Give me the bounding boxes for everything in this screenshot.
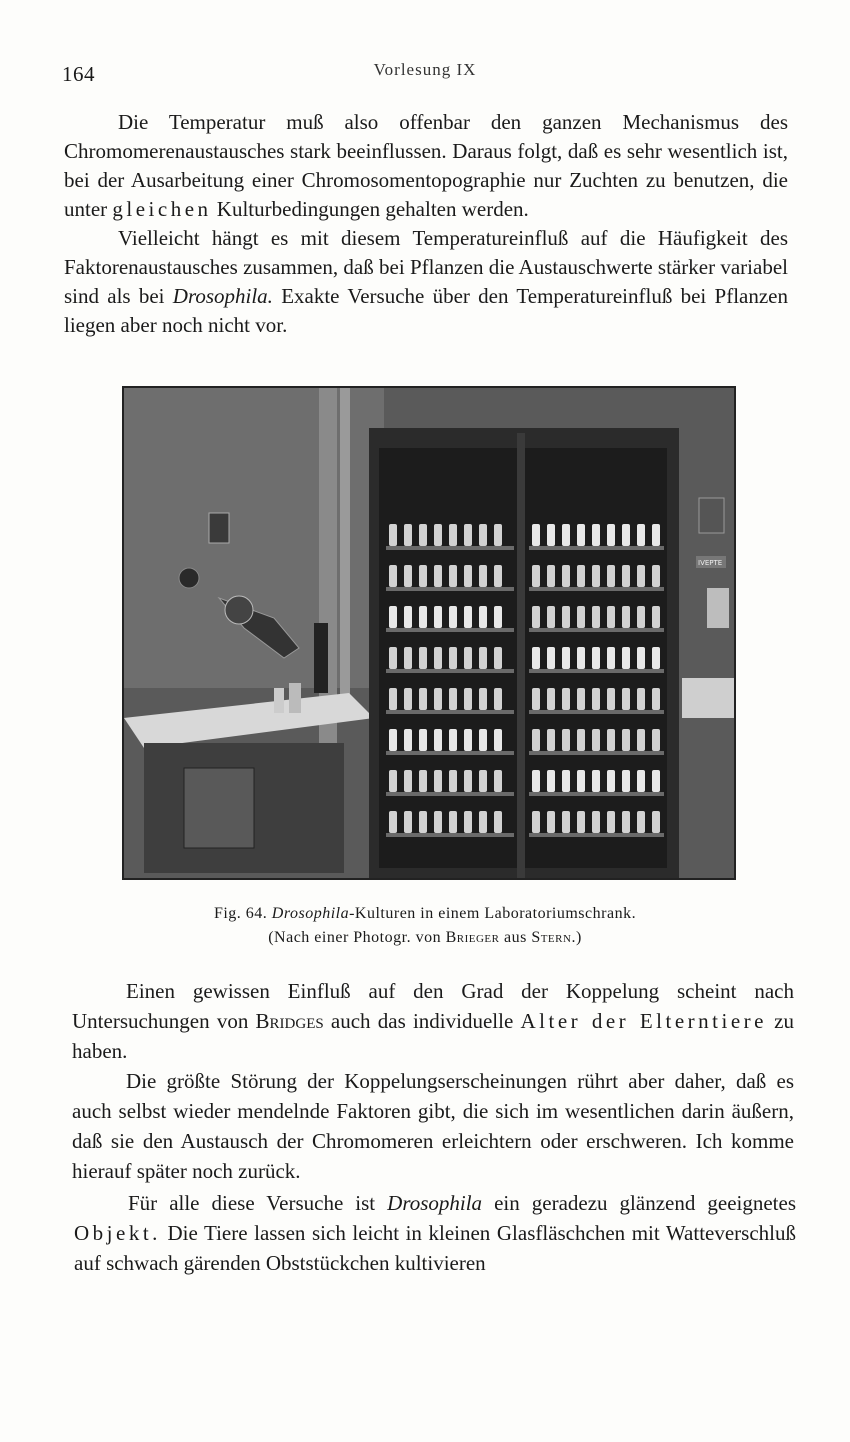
italic-term: Drosophila. xyxy=(172,284,273,308)
culture-bottle xyxy=(434,770,442,792)
shelf-board xyxy=(386,669,514,673)
culture-bottle xyxy=(607,647,615,669)
culture-bottle xyxy=(562,688,570,710)
shelf-board xyxy=(386,751,514,755)
culture-bottle xyxy=(592,811,600,833)
culture-bottle xyxy=(434,688,442,710)
culture-bottle xyxy=(494,524,502,546)
culture-bottle xyxy=(607,729,615,751)
shelf-board xyxy=(386,546,514,550)
culture-bottle xyxy=(622,688,630,710)
text-run: Vielleicht hängt es mit diesem Temperatureinfluß auf die Häufigkeit des Faktorenaustausches zusammen, daß bei Pflanzen die Austauschwerte stärker variabel sind als bei xyxy=(64,226,788,308)
culture-bottle xyxy=(532,565,540,587)
culture-bottle xyxy=(532,606,540,628)
culture-bottle xyxy=(547,729,555,751)
culture-bottle xyxy=(404,565,412,587)
culture-bottle xyxy=(464,524,472,546)
running-title: Vorlesung IX xyxy=(373,60,477,79)
culture-bottle xyxy=(637,647,645,669)
text-run: auch das individuelle xyxy=(323,1009,521,1033)
culture-bottle xyxy=(479,688,487,710)
culture-bottle xyxy=(434,729,442,751)
shelf-board xyxy=(529,546,664,550)
culture-bottle xyxy=(389,647,397,669)
culture-bottle xyxy=(419,770,427,792)
culture-bottle xyxy=(637,688,645,710)
culture-bottle xyxy=(404,524,412,546)
culture-bottle xyxy=(652,770,660,792)
culture-bottle xyxy=(637,729,645,751)
culture-bottle xyxy=(637,565,645,587)
caption-credit xyxy=(0,926,850,950)
culture-bottle xyxy=(607,565,615,587)
culture-bottle xyxy=(404,606,412,628)
culture-bottle xyxy=(547,647,555,669)
culture-bottle xyxy=(592,770,600,792)
caption-italic: Drosophila xyxy=(271,905,350,922)
culture-bottle xyxy=(607,688,615,710)
paragraph xyxy=(74,1188,796,1278)
culture-bottle xyxy=(577,770,585,792)
culture-bottle xyxy=(592,647,600,669)
page-number: 164 xyxy=(62,62,95,86)
text-run: Die Temperatur muß also offenbar den ganzen Mechanismus des Chromomerenaustausches stark beeinflussen. Daraus folgt, daß es sehr wesentlich ist, bei der Ausarbeitung einer Chromosomentopographie nur Zuchten zu benutzen, die unter xyxy=(64,110,788,221)
culture-bottle xyxy=(389,606,397,628)
culture-bottle xyxy=(419,606,427,628)
culture-bottle xyxy=(577,647,585,669)
culture-bottle xyxy=(637,524,645,546)
shelf-board xyxy=(529,751,664,755)
credit-text: (Nach einer Photogr. von xyxy=(268,929,446,946)
culture-bottle xyxy=(389,770,397,792)
culture-bottle xyxy=(434,811,442,833)
figure-caption xyxy=(0,902,850,950)
credit-name: Brieger xyxy=(445,929,500,946)
culture-bottle xyxy=(449,729,457,751)
culture-bottle xyxy=(449,688,457,710)
paragraph xyxy=(64,108,788,224)
culture-bottle xyxy=(434,606,442,628)
culture-bottle xyxy=(547,770,555,792)
spaced-emphasis: Objekt. xyxy=(74,1221,161,1245)
shelf-board xyxy=(529,792,664,796)
culture-bottle xyxy=(494,565,502,587)
culture-bottle xyxy=(479,811,487,833)
culture-bottle xyxy=(449,647,457,669)
culture-bottle xyxy=(577,606,585,628)
culture-bottle xyxy=(419,524,427,546)
culture-bottle xyxy=(532,770,540,792)
culture-bottle xyxy=(577,565,585,587)
culture-bottle xyxy=(479,565,487,587)
culture-bottle xyxy=(494,729,502,751)
cabinet-label-sign: IVEPTE xyxy=(698,559,723,567)
text-run: Kulturbedingungen gehalten werden. xyxy=(211,197,529,221)
culture-bottle xyxy=(562,811,570,833)
culture-bottle xyxy=(607,606,615,628)
culture-bottle xyxy=(494,811,502,833)
culture-bottle xyxy=(652,524,660,546)
culture-bottle xyxy=(637,811,645,833)
culture-bottle xyxy=(547,606,555,628)
culture-bottle xyxy=(419,647,427,669)
shelf-board xyxy=(529,628,664,632)
culture-bottle xyxy=(464,811,472,833)
paragraph xyxy=(72,976,794,1066)
spaced-emphasis: Alter der Elterntiere xyxy=(520,1009,767,1033)
culture-bottle xyxy=(434,565,442,587)
culture-bottle xyxy=(592,565,600,587)
text-run: Exakte Versuche über den Temperatureinfluß bei Pflanzen liegen aber noch nicht vor. xyxy=(64,284,788,337)
culture-bottle xyxy=(637,770,645,792)
credit-name: Stern xyxy=(531,929,572,946)
culture-bottle xyxy=(532,524,540,546)
culture-bottle xyxy=(494,770,502,792)
culture-bottle xyxy=(547,524,555,546)
culture-bottle xyxy=(479,729,487,751)
shelf-board xyxy=(529,669,664,673)
culture-bottle xyxy=(577,688,585,710)
text-run: Für alle diese Versuche ist xyxy=(128,1191,388,1215)
paragraph: Die größte Störung der Koppelungserscheinungen rührt aber daher, daß es auch selbst wieder mendelnde Faktoren gibt, die sich im wesentlichen darin äußern, daß sie den Austausch der Chromomeren erleichtern oder erschweren. Ich komme hierauf später noch zurück. xyxy=(72,1069,794,1183)
culture-bottle xyxy=(404,688,412,710)
shelf-board xyxy=(386,628,514,632)
culture-bottle xyxy=(592,729,600,751)
culture-bottle xyxy=(532,647,540,669)
culture-bottle xyxy=(652,565,660,587)
caption-text: -Kulturen in einem Laboratoriumschrank. xyxy=(349,905,637,922)
shelf-board xyxy=(529,710,664,714)
culture-bottle xyxy=(622,729,630,751)
culture-bottle xyxy=(404,729,412,751)
culture-bottle xyxy=(577,811,585,833)
shelf-board xyxy=(386,587,514,591)
culture-bottle xyxy=(652,811,660,833)
culture-bottle xyxy=(419,565,427,587)
culture-bottle xyxy=(419,688,427,710)
culture-bottle xyxy=(389,811,397,833)
text-run: ein geradezu glänzend geeignetes xyxy=(482,1191,796,1215)
culture-bottle xyxy=(622,524,630,546)
credit-text: .) xyxy=(571,929,582,946)
spaced-emphasis: gleichen xyxy=(112,197,212,221)
culture-bottle xyxy=(622,647,630,669)
culture-bottle xyxy=(449,811,457,833)
culture-bottle xyxy=(532,688,540,710)
culture-bottle xyxy=(607,524,615,546)
culture-bottle xyxy=(404,811,412,833)
culture-bottle xyxy=(389,565,397,587)
figure-photograph xyxy=(122,386,736,880)
culture-bottle xyxy=(532,811,540,833)
text-run: zu haben. xyxy=(72,1009,794,1063)
shelf-board xyxy=(386,792,514,796)
culture-bottle xyxy=(562,524,570,546)
culture-bottle xyxy=(562,606,570,628)
culture-bottle xyxy=(652,688,660,710)
culture-bottle xyxy=(404,770,412,792)
caption-line xyxy=(0,902,850,926)
figure-number: Fig. 64. xyxy=(213,905,268,922)
culture-bottle xyxy=(577,729,585,751)
culture-bottle xyxy=(464,565,472,587)
text-block-top xyxy=(64,108,788,340)
culture-bottle xyxy=(389,688,397,710)
italic-term: Drosophila xyxy=(387,1191,483,1215)
culture-bottle xyxy=(494,647,502,669)
culture-bottle xyxy=(652,647,660,669)
culture-bottle xyxy=(464,729,472,751)
text-run: Einen gewissen Einfluß auf den Grad der Koppelung scheint nach Untersuchungen von xyxy=(72,979,794,1033)
culture-bottle xyxy=(592,524,600,546)
laboratory-cabinet-photo xyxy=(124,388,734,878)
culture-bottle xyxy=(479,770,487,792)
text-block-bottom xyxy=(74,1188,796,1278)
culture-bottle xyxy=(562,770,570,792)
culture-bottle xyxy=(547,811,555,833)
culture-bottle xyxy=(389,729,397,751)
culture-bottle xyxy=(592,606,600,628)
shelf-board xyxy=(529,833,664,837)
culture-bottle xyxy=(479,606,487,628)
culture-bottle xyxy=(562,647,570,669)
culture-bottle xyxy=(389,524,397,546)
culture-bottle xyxy=(404,647,412,669)
culture-bottle xyxy=(637,606,645,628)
culture-bottle xyxy=(434,647,442,669)
culture-bottle xyxy=(607,811,615,833)
culture-bottle xyxy=(479,647,487,669)
culture-bottle xyxy=(449,565,457,587)
culture-bottle xyxy=(464,647,472,669)
culture-bottle xyxy=(479,524,487,546)
culture-bottle xyxy=(562,729,570,751)
culture-bottle xyxy=(419,811,427,833)
culture-bottle xyxy=(652,606,660,628)
author-name: Bridges xyxy=(255,1009,324,1033)
culture-bottle xyxy=(464,688,472,710)
culture-bottle xyxy=(622,811,630,833)
culture-bottle xyxy=(622,565,630,587)
culture-bottle xyxy=(622,606,630,628)
text-run: Die Tiere lassen sich leicht in kleinen Glasfläschchen mit Watteverschluß auf schwach gärenden Obststückchen kultivieren xyxy=(74,1221,796,1275)
culture-bottle xyxy=(434,524,442,546)
culture-bottle xyxy=(577,524,585,546)
culture-bottle xyxy=(562,565,570,587)
culture-bottle xyxy=(464,606,472,628)
text-block-middle xyxy=(72,976,794,1186)
paragraph xyxy=(64,224,788,340)
culture-bottle xyxy=(592,688,600,710)
shelf-board xyxy=(529,587,664,591)
culture-bottle xyxy=(622,770,630,792)
culture-bottle xyxy=(532,729,540,751)
culture-bottle xyxy=(449,524,457,546)
culture-bottle xyxy=(464,770,472,792)
culture-bottle xyxy=(652,729,660,751)
credit-text: aus xyxy=(499,929,532,946)
culture-bottle xyxy=(547,688,555,710)
culture-bottle xyxy=(494,688,502,710)
shelf-board xyxy=(386,833,514,837)
culture-bottle xyxy=(449,606,457,628)
culture-bottle xyxy=(449,770,457,792)
culture-bottle xyxy=(419,729,427,751)
culture-bottle xyxy=(547,565,555,587)
culture-bottle xyxy=(607,770,615,792)
shelf-board xyxy=(386,710,514,714)
culture-bottle xyxy=(494,606,502,628)
